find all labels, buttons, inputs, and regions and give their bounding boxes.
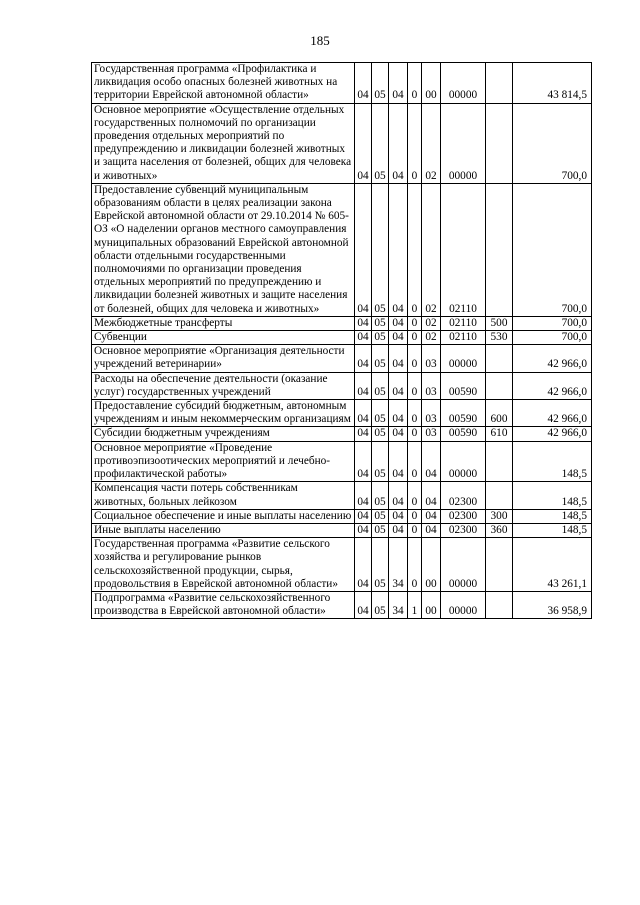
amount-cell: 700,0 xyxy=(513,331,592,345)
table-row xyxy=(92,591,592,618)
program-code-cell: 04 xyxy=(389,523,408,537)
event-code-cell: 04 xyxy=(422,523,441,537)
section-code-cell: 04 xyxy=(355,509,372,523)
row-name-cell: Предоставление субсидий бюджетным, автономным учреждениям и иным некоммерческим организациям xyxy=(92,400,355,427)
table-row xyxy=(92,103,592,183)
row-name-cell: Социальное обеспечение и иные выплаты населению xyxy=(92,509,355,523)
expense-type-cell: 530 xyxy=(486,331,513,345)
section-code-cell: 04 xyxy=(355,316,372,330)
row-name-cell: Государственная программа «Профилактика и ликвидация особо опасных болезней животных на территории Еврейской автономной области» xyxy=(92,63,355,104)
section-code-cell: 04 xyxy=(355,345,372,372)
amount-cell: 148,5 xyxy=(513,482,592,509)
section-code-cell: 04 xyxy=(355,482,372,509)
direction-code-cell: 02110 xyxy=(441,331,486,345)
expense-type-cell xyxy=(486,103,513,183)
subprogram-code-cell: 0 xyxy=(408,345,422,372)
event-code-cell: 04 xyxy=(422,441,441,482)
amount-cell: 148,5 xyxy=(513,441,592,482)
section-code-cell: 04 xyxy=(355,372,372,399)
direction-code-cell: 02300 xyxy=(441,509,486,523)
direction-code-cell: 00000 xyxy=(441,441,486,482)
row-name-cell: Субсидии бюджетным учреждениям xyxy=(92,427,355,441)
subsection-code-cell: 05 xyxy=(372,591,389,618)
program-code-cell: 04 xyxy=(389,427,408,441)
section-code-cell: 04 xyxy=(355,523,372,537)
amount-cell: 148,5 xyxy=(513,509,592,523)
section-code-cell: 04 xyxy=(355,183,372,316)
program-code-cell: 04 xyxy=(389,400,408,427)
event-code-cell: 02 xyxy=(422,331,441,345)
event-code-cell: 03 xyxy=(422,345,441,372)
row-name-cell: Основное мероприятие «Организация деятельности учреждений ветеринарии» xyxy=(92,345,355,372)
table-row xyxy=(92,538,592,592)
expense-type-cell xyxy=(486,372,513,399)
subprogram-code-cell: 0 xyxy=(408,427,422,441)
program-code-cell: 04 xyxy=(389,372,408,399)
page-number: 185 xyxy=(310,33,330,48)
section-code-cell: 04 xyxy=(355,103,372,183)
direction-code-cell: 00000 xyxy=(441,345,486,372)
direction-code-cell: 00590 xyxy=(441,427,486,441)
event-code-cell: 03 xyxy=(422,400,441,427)
subprogram-code-cell: 0 xyxy=(408,183,422,316)
expense-type-cell: 500 xyxy=(486,316,513,330)
event-code-cell: 02 xyxy=(422,103,441,183)
direction-code-cell: 02110 xyxy=(441,183,486,316)
direction-code-cell: 02110 xyxy=(441,316,486,330)
subprogram-code-cell: 0 xyxy=(408,103,422,183)
table-row xyxy=(92,331,592,345)
subprogram-code-cell: 0 xyxy=(408,372,422,399)
event-code-cell: 03 xyxy=(422,427,441,441)
expense-type-cell: 610 xyxy=(486,427,513,441)
event-code-cell: 04 xyxy=(422,482,441,509)
table-body xyxy=(92,63,592,619)
subprogram-code-cell: 0 xyxy=(408,523,422,537)
expense-type-cell xyxy=(486,591,513,618)
amount-cell: 42 966,0 xyxy=(513,372,592,399)
row-name-cell: Основное мероприятие «Проведение противоэпизоотических мероприятий и лечебно-профилактической работы» xyxy=(92,441,355,482)
table-row xyxy=(92,372,592,399)
amount-cell: 36 958,9 xyxy=(513,591,592,618)
subsection-code-cell: 05 xyxy=(372,482,389,509)
table-row xyxy=(92,316,592,330)
program-code-cell: 04 xyxy=(389,441,408,482)
amount-cell: 42 966,0 xyxy=(513,345,592,372)
expense-type-cell xyxy=(486,183,513,316)
subsection-code-cell: 05 xyxy=(372,523,389,537)
expense-type-cell xyxy=(486,482,513,509)
event-code-cell: 00 xyxy=(422,538,441,592)
event-code-cell: 00 xyxy=(422,591,441,618)
table-row xyxy=(92,63,592,104)
budget-table xyxy=(91,62,592,619)
subprogram-code-cell: 1 xyxy=(408,591,422,618)
program-code-cell: 04 xyxy=(389,345,408,372)
subprogram-code-cell: 0 xyxy=(408,63,422,104)
section-code-cell: 04 xyxy=(355,400,372,427)
subprogram-code-cell: 0 xyxy=(408,441,422,482)
amount-cell: 42 966,0 xyxy=(513,400,592,427)
subsection-code-cell: 05 xyxy=(372,372,389,399)
table-row xyxy=(92,441,592,482)
expense-type-cell xyxy=(486,441,513,482)
subprogram-code-cell: 0 xyxy=(408,331,422,345)
section-code-cell: 04 xyxy=(355,441,372,482)
table-row xyxy=(92,509,592,523)
row-name-cell: Предоставление субвенций муниципальным образованиям области в целях реализации закона Еврейской автономной области от 29.10.2014 № 605-ОЗ «О наделении органов местного самоуправления муниципальных образований Еврейской автономной области отдельными государственными полномочиями по организации проведения отдельных мероприятий по предупреждению и ликвидации болезней животных и защите населения от болезней, общих для человека и животных» xyxy=(92,183,355,316)
direction-code-cell: 00590 xyxy=(441,372,486,399)
program-code-cell: 04 xyxy=(389,509,408,523)
amount-cell: 43 261,1 xyxy=(513,538,592,592)
expense-type-cell: 300 xyxy=(486,509,513,523)
direction-code-cell: 00000 xyxy=(441,103,486,183)
direction-code-cell: 00000 xyxy=(441,591,486,618)
amount-cell: 700,0 xyxy=(513,103,592,183)
expense-type-cell xyxy=(486,63,513,104)
table-row xyxy=(92,523,592,537)
subsection-code-cell: 05 xyxy=(372,331,389,345)
section-code-cell: 04 xyxy=(355,331,372,345)
direction-code-cell: 00000 xyxy=(441,538,486,592)
row-name-cell: Субвенции xyxy=(92,331,355,345)
subsection-code-cell: 05 xyxy=(372,183,389,316)
row-name-cell: Подпрограмма «Развитие сельскохозяйственного производства в Еврейской автономной области» xyxy=(92,591,355,618)
direction-code-cell: 02300 xyxy=(441,482,486,509)
program-code-cell: 04 xyxy=(389,331,408,345)
table-row xyxy=(92,427,592,441)
subprogram-code-cell: 0 xyxy=(408,482,422,509)
event-code-cell: 02 xyxy=(422,316,441,330)
subprogram-code-cell: 0 xyxy=(408,400,422,427)
program-code-cell: 04 xyxy=(389,183,408,316)
row-name-cell: Расходы на обеспечение деятельности (оказание услуг) государственных учреждений xyxy=(92,372,355,399)
expense-type-cell xyxy=(486,538,513,592)
amount-cell: 700,0 xyxy=(513,183,592,316)
direction-code-cell: 00000 xyxy=(441,63,486,104)
section-code-cell: 04 xyxy=(355,63,372,104)
event-code-cell: 04 xyxy=(422,509,441,523)
expense-type-cell xyxy=(486,345,513,372)
event-code-cell: 02 xyxy=(422,183,441,316)
program-code-cell: 04 xyxy=(389,482,408,509)
table-row xyxy=(92,183,592,316)
event-code-cell: 03 xyxy=(422,372,441,399)
program-code-cell: 34 xyxy=(389,591,408,618)
subsection-code-cell: 05 xyxy=(372,400,389,427)
table-row xyxy=(92,345,592,372)
program-code-cell: 04 xyxy=(389,316,408,330)
row-name-cell: Основное мероприятие «Осуществление отдельных государственных полномочий по организации проведения отдельных мероприятий по предупреждению и ликвидации болезней животных и защита населения от болезней, общих для человека и животных» xyxy=(92,103,355,183)
subsection-code-cell: 05 xyxy=(372,427,389,441)
subsection-code-cell: 05 xyxy=(372,538,389,592)
expense-type-cell: 360 xyxy=(486,523,513,537)
subsection-code-cell: 05 xyxy=(372,316,389,330)
subprogram-code-cell: 0 xyxy=(408,316,422,330)
row-name-cell: Иные выплаты населению xyxy=(92,523,355,537)
subsection-code-cell: 05 xyxy=(372,509,389,523)
expense-type-cell: 600 xyxy=(486,400,513,427)
program-code-cell: 04 xyxy=(389,103,408,183)
program-code-cell: 34 xyxy=(389,538,408,592)
direction-code-cell: 00590 xyxy=(441,400,486,427)
section-code-cell: 04 xyxy=(355,427,372,441)
row-name-cell: Межбюджетные трансферты xyxy=(92,316,355,330)
subsection-code-cell: 05 xyxy=(372,63,389,104)
row-name-cell: Государственная программа «Развитие сельского хозяйства и регулирование рынков сельскохозяйственной продукции, сырья, продовольствия в Еврейской автономной области» xyxy=(92,538,355,592)
amount-cell: 42 966,0 xyxy=(513,427,592,441)
amount-cell: 700,0 xyxy=(513,316,592,330)
table-row xyxy=(92,482,592,509)
section-code-cell: 04 xyxy=(355,538,372,592)
subsection-code-cell: 05 xyxy=(372,103,389,183)
program-code-cell: 04 xyxy=(389,63,408,104)
section-code-cell: 04 xyxy=(355,591,372,618)
amount-cell: 148,5 xyxy=(513,523,592,537)
subsection-code-cell: 05 xyxy=(372,441,389,482)
subprogram-code-cell: 0 xyxy=(408,538,422,592)
table-row xyxy=(92,400,592,427)
event-code-cell: 00 xyxy=(422,63,441,104)
row-name-cell: Компенсация части потерь собственникам животных, больных лейкозом xyxy=(92,482,355,509)
amount-cell: 43 814,5 xyxy=(513,63,592,104)
subprogram-code-cell: 0 xyxy=(408,509,422,523)
direction-code-cell: 02300 xyxy=(441,523,486,537)
subsection-code-cell: 05 xyxy=(372,345,389,372)
